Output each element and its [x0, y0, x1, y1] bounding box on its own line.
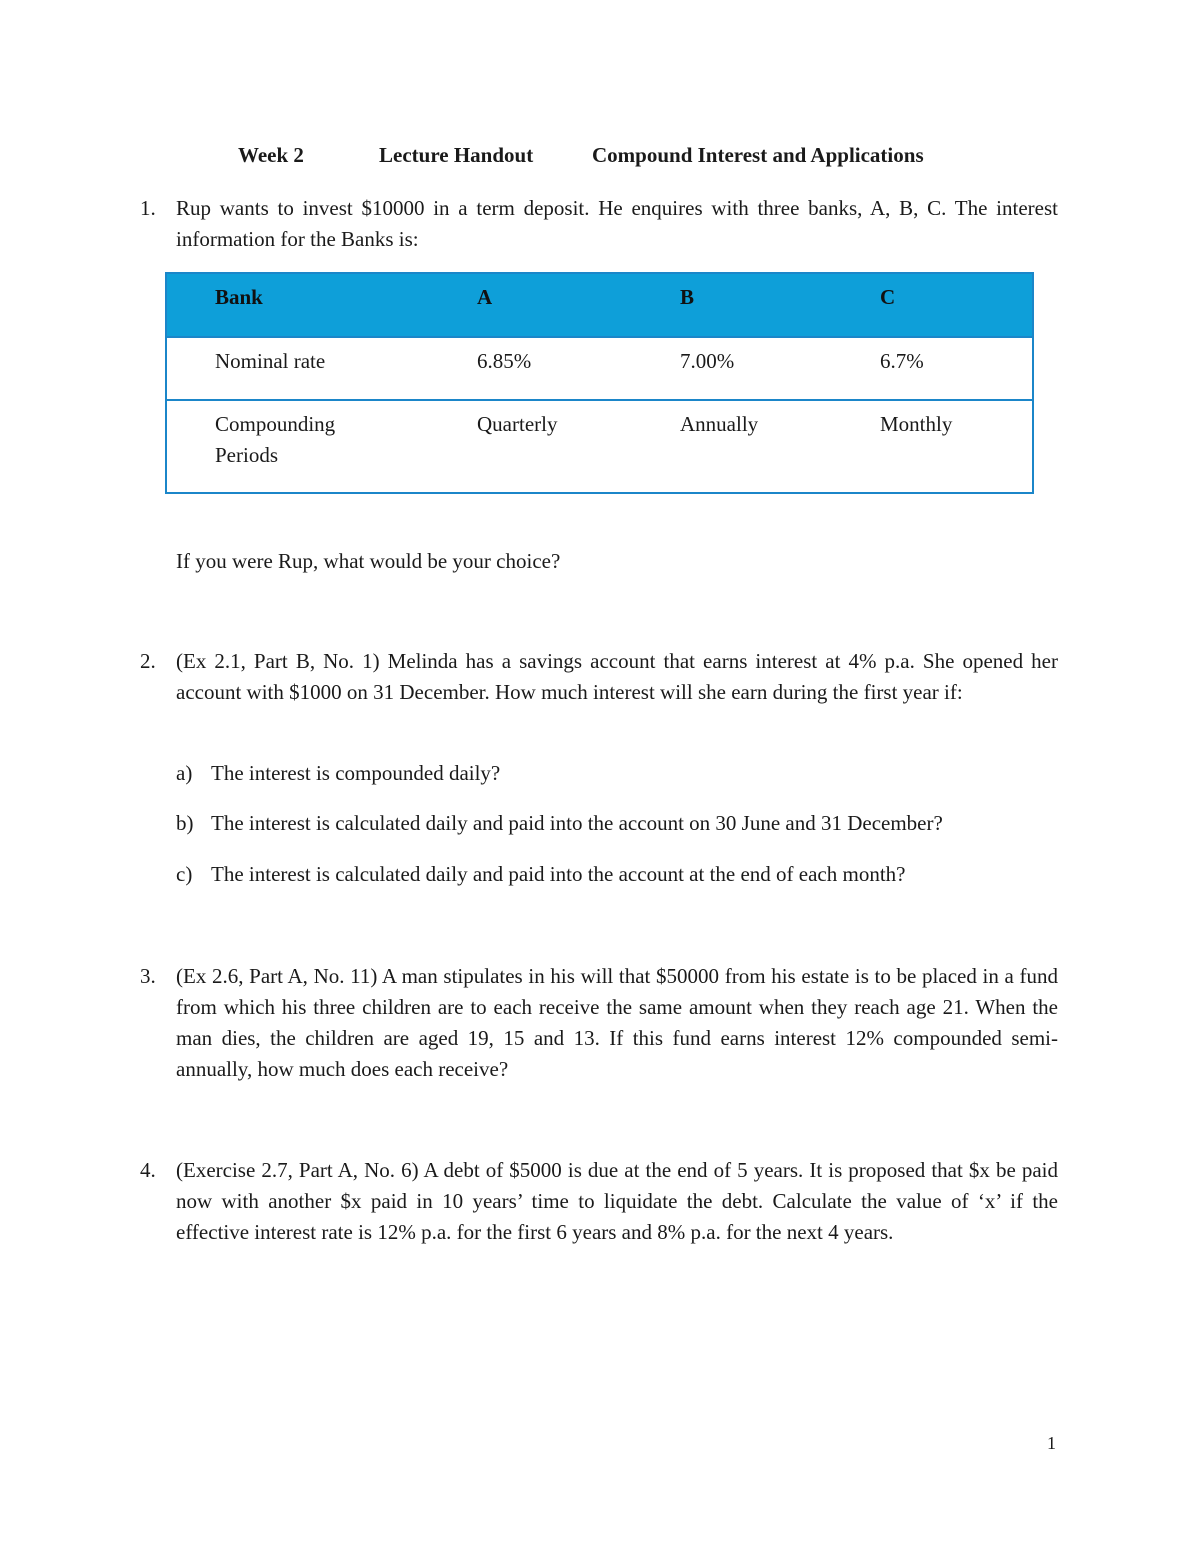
- question-1-number: 1.: [140, 196, 156, 220]
- table-cell: 7.00%: [680, 349, 735, 373]
- part-label: a): [176, 761, 193, 785]
- table-cell: 6.7%: [880, 349, 924, 373]
- table-header-cell: B: [680, 285, 695, 309]
- table-cell: Quarterly: [477, 412, 558, 436]
- table-header-row: [167, 274, 1032, 337]
- question-3: [140, 961, 1058, 1085]
- header-type: Lecture Handout: [379, 143, 534, 167]
- table-cell: 6.85%: [477, 349, 532, 373]
- question-2-text: (Ex 2.1, Part B, No. 1) Melinda has a savings account that earns interest at 4% p.a. She opened her account with $1000 on 31 December. How much interest will she earn during the first year if:: [176, 649, 1058, 704]
- question-1: [140, 193, 1058, 255]
- question-2-part-a: [176, 758, 1056, 789]
- page-number: 1: [1047, 1433, 1056, 1453]
- question-2: [140, 646, 1058, 708]
- table-row: [167, 401, 1032, 492]
- table-header-cell: C: [880, 285, 896, 309]
- part-text: The interest is compounded daily?: [211, 761, 501, 785]
- page-header: [0, 143, 1200, 173]
- question-4: [140, 1155, 1058, 1248]
- table-header-cell: Bank: [215, 285, 263, 309]
- question-4-number: 4.: [140, 1158, 156, 1182]
- question-4-text: (Exercise 2.7, Part A, No. 6) A debt of $5000 is due at the end of 5 years. It is proposed that $x be paid now with another $x paid in 10 years’ time to liquidate the debt. Calculate the value of ‘x’ if the effective interest rate is 12% p.a. for the first 6 years and 8% p.a. for the next 4 years.: [176, 1158, 1058, 1244]
- question-2-part-c: [176, 859, 1056, 890]
- question-2-number: 2.: [140, 649, 156, 673]
- question-2-part-b: [176, 808, 1056, 839]
- table-cell: Compounding Periods: [215, 412, 336, 467]
- header-title: Compound Interest and Applications: [592, 143, 924, 167]
- question-3-number: 3.: [140, 964, 156, 988]
- part-label: c): [176, 862, 193, 886]
- part-text: The interest is calculated daily and paid into the account at the end of each month?: [211, 862, 906, 886]
- part-text: The interest is calculated daily and paid into the account on 30 June and 31 December?: [211, 811, 943, 835]
- part-label: b): [176, 811, 194, 835]
- header-week: Week 2: [238, 143, 304, 167]
- table-cell: Nominal rate: [215, 349, 326, 373]
- table-header-cell: A: [477, 285, 493, 309]
- question-1-text: Rup wants to invest $10000 in a term deposit. He enquires with three banks, A, B, C. The interest information for the Banks is:: [176, 196, 1058, 251]
- question-3-text: (Ex 2.6, Part A, No. 11) A man stipulates in his will that $50000 from his estate is to be placed in a fund from which his three children are to each receive the same amount when they reach age 21. When the man dies, the children are aged 19, 15 and 13. If this fund earns interest 12% compounded semi-annually, how much does each receive?: [176, 964, 1058, 1081]
- table-cell: Monthly: [880, 412, 953, 436]
- table-cell: Annually: [680, 412, 759, 436]
- question-1-choice: If you were Rup, what would be your choice?: [176, 549, 561, 573]
- bank-table: [165, 272, 1034, 494]
- table-row: [167, 338, 1032, 400]
